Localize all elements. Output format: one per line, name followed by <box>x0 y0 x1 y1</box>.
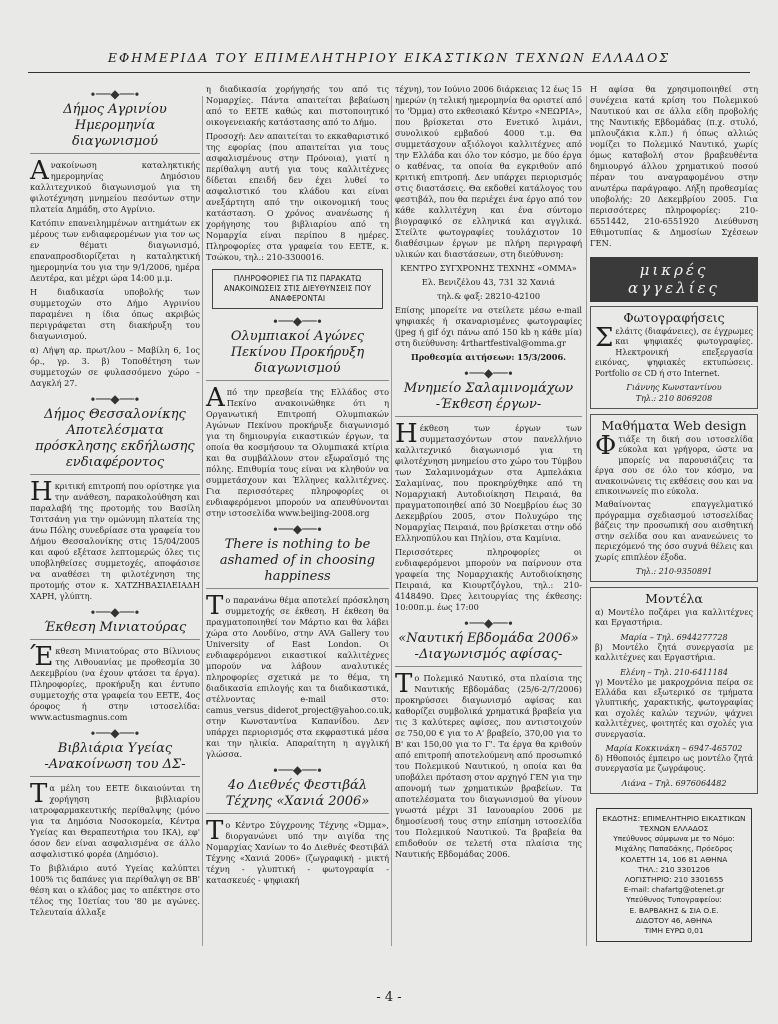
publisher-line: Μιχάλης Παπαδάκης, Πρόεδρος <box>615 844 733 854</box>
address-line: Ελ. Βενιζέλου 43, 731 32 Χανιά <box>421 277 556 287</box>
column-2 <box>206 84 392 889</box>
ornament-icon <box>30 393 200 405</box>
article-title: Ολυμπιακοί Αγώνες Πεκίνου Προκήρυξη διαγωνισμού <box>206 329 389 381</box>
ad-text: δ) Ηθοποιός έμπειρο ως μοντέλο ζητά συνεργασία με ζωγράφους. <box>595 753 753 774</box>
ornament-icon <box>206 523 389 535</box>
article-title: Δήμος Αγρινίου Ημερομηνία διαγωνισμού <box>30 102 200 154</box>
column-divider <box>202 96 203 946</box>
article-paragraph: Περισσότερες πληροφορίες οι ενδιαφερόμενοι μπορούν να παίρνουν στα γραφεία της Νομαρχιακής Αυτοδιοίκησης Πειραιά, κα Κιουρτζόγλου, τηλ.: 210-4148490. Ώρες λειτουργίας της έκθεσης: 10:00π.μ. έως 17:00 <box>395 547 582 612</box>
article-paragraph: Ανακοίνωση καταληκτικής ημερομηνίας Δημόσιου καλλιτεχνικού διαγωνισμού για τη φιλοτέχνηση μνημείου πεσόντων στην πλατεία Δημάδη, στο Αγρίνιο. <box>30 156 200 214</box>
ad-text: Μαθαίνοντας επαγγελματικό πρόγραμμα σχεδιασμού ιστοσελίδας βάζεις την προσωπική σου αισθητική στην σελίδα σου και ανανεώνεις το περιεχόμενό της όσο συχνά θέλεις και χωρίς επιπλέον έξοδα. <box>595 500 753 562</box>
article-title: «Ναυτική Εβδομάδα 2006» -Διαγωνισμός αφίσας- <box>395 631 582 667</box>
column-divider <box>586 96 587 946</box>
article-paragraph: τέχνη), τον Ιούνιο 2006 διάρκειας 12 έως 15 ημερών (η τελική ημερομηνία θα οριστεί από το 'Όμμα) στο εκθεσιακό Κέντρο «ΝΕΩΡΙΑ», που βρίσκεται στο Ενετικό λιμάνι, συνολικού εμβαδού 4000 τ.μ. Θα συμμετάσχουν αξιόλογοι καλλιτέχνες από την Ελλάδα και όλο τον κόσμο, με δύο έργα ο καθένας, τα οποία θα εγκριθούν από κριτική επιτροπή. Δεν υπάρχει περιορισμός στις διαστάσεις. Θα εκδοθεί κατάλογος του φεστιβάλ, που θα περιέχει ένα έργο από τον κάθε καλλιτέχνη και ένα σύντομο βιογραφικό σε ελληνικά και αγγλικά. Στείλτε φωτογραφίες τουλάχιστον 10 διαθέσιμων έργων με πλήρη περιγραφή υλικών και διαστάσεων, στη διεύθυνση: <box>395 84 582 259</box>
ad-text: β) Μοντέλο ζητά συνεργασία με καλλιτέχνες και Εργαστήρια. <box>595 642 753 663</box>
ad-phone: Τηλ.: 210-9350891 <box>635 566 713 576</box>
address-line: ΚΕΝΤΡΟ ΣΥΓΧΡΟΝΗΣ ΤΕΧΝΗΣ «ΟΜΜΑ» <box>400 263 577 273</box>
ad-signature: Μαρία – Τηλ. 6944277728 <box>620 632 728 642</box>
ad-signature: Μαρία Κοκκινάκη – 6947-465702 <box>605 743 743 753</box>
article-paragraph: Η διαδικασία υποβολής των συμμετοχών στο Δήμο Αγρινίου παραμένει η ίδια όπως ακριβώς περιγράφεται στη διακήρυξη του διαγωνισμού. <box>30 287 200 341</box>
ad-signature: Γιάννης Κωνσταντίνου <box>626 383 722 393</box>
article-paragraph: Κατόπιν επανειλημμένων αιτημάτων εκ μέρους των ενδιαφερομένων για τον ως εν θέματι διαγωνισμό, επαναπροσδιορίζεται η καταληκτική ημερομηνία του για την 9/1/2006, ημέρα Δευτέρα, και μέχρι ώρα 14:00 μ.μ. <box>30 218 200 283</box>
column-1 <box>30 84 200 921</box>
column-3 <box>395 84 582 863</box>
publisher-line: ΤΗΛ.: 210 3301206 <box>638 864 710 874</box>
article-title: There is nothing to be ashamed of in choosing happiness <box>206 537 389 589</box>
classified-ad <box>590 587 758 794</box>
ad-signature: Λιάνα – Τηλ. 6976064482 <box>621 778 727 788</box>
article-paragraph: Το Κέντρο Σύγχρονης Τέχνης «Όμμα», διοργανώνει υπό την αιγίδα της Νομαρχίας Χανίων το 4ο Διεθνές Φεστιβάλ Τέχνης «Χανιά 2006» (ζωγραφική - μικτή τέχνη - γλυπτική - φωτογραφία - κατασκευές - ψηφιακή <box>206 816 389 885</box>
masthead-rule <box>28 72 750 73</box>
article-paragraph: Προσοχή: Δεν απαιτείται το εκκαθαριστικό της εφορίας (που απαιτείται για τους ασφαλισμένους στην Πρόνοια), γιατί η περίθαλψη αυτή για τους καλλιτέχνες δίδεται επειδή δεν έχει λυθεί το ασφαλιστικό του κλάδου και είναι ανεξάρτητη από την οικονομική τους κατάσταση. Ο χρόνος ανανέωσης ή χορήγησης του βιβλιαρίου από τη Νομαρχία είναι περίπου 8 ημέρες. Πληροφορίες στα γραφεία του ΕΕΤΕ, κ. Τσώκου, τηλ.: 210-3300016. <box>206 131 389 262</box>
article-title: Μνημείο Σαλαμινομάχων -Έκθεση έργων- <box>395 381 582 417</box>
publisher-line: ΕΚΔΟΤΗΣ: ΕΠΙΜΕΛΗΤΗΡΙΟ ΕΙΚΑΣΤΙΚΩΝ ΤΕΧΝΩΝ ΕΛΛΑΔΟΣ <box>602 813 746 833</box>
ornament-icon <box>395 617 582 629</box>
article-paragraph: Το Πολεμικό Ναυτικό, στα πλαίσια της Ναυτικής Εβδομάδας (25/6-2/7/2006) προκηρύσσει διαγωνισμό αφίσας και καθορίζει συμβολικά χρηματικά βραβεία για τις 3 καλύτερες αφίσες, που αντιστοιχούν σε 750,00 € για το Α' βραβείο, 370,00 για το Β' και 150,00 για το Γ'. Τα έργα θα κριθούν από επιτροπή αποτελούμενη από προσωπικό του Πολεμικού Ναυτικού, η οποία και θα υποβάλει πρόταση στον αρχηγό ΓΕΝ για την απονομή των χρηματικών βραβείων. Τα αποτελέσματα του διαγωνισμού θα γίνουν γνωστά μέχρι 31 Ιανουαρίου 2006 με δημοσίευσή τους στην επίσημη ιστοσελίδα του Πολεμικού Ναυτικού. Τα βραβεία θα επιδοθούν σε τελετή στα πλαίσια της Ναυτικής Εβδομάδας 2006. <box>395 669 582 859</box>
classifieds-banner: μικρές αγγελίες <box>590 257 758 302</box>
article-paragraph: Από την πρεσβεία της Ελλάδος στο Πεκίνο ανακοινώθηκε ότι η Οργανωτική Επιτροπή Ολυμπιακών Αγώνων Πεκίνου προκήρυξε διαγωνισμό για τη δημιουργία εικαστικών έργων, τα οποία θα κοσμήσουν τα Ολυμπιακά κτίρια και θα συμβάλλουν στον εξωραϊσμό της πόλης. Επιθυμία τους είναι να κληθούν να συμμετάσχουν και Έλληνες καλλιτέχνες. Για περισσότερες πληροφορίες οι ενδιαφερόμενοι μπορούν να απευθύνονται στην ιστοσελίδα www.beijing-2008.org <box>206 383 389 518</box>
article-paragraph: Το βιβλιάριο αυτό Υγείας καλύπτει 100% τις δαπάνες για περίθαλψη σε ΒΒ' θέση και ο κλάδος μας το απέκτησε στο τέλος της 10ετίας του '80 με αγώνες. Τελευταία άλλαξε <box>30 863 200 917</box>
ad-phone: Τηλ.: 210 8069208 <box>635 394 713 404</box>
notice-box: ΠΛΗΡΟΦΟΡΙΕΣ ΓΙΑ ΤΙΣ ΠΑΡΑΚΑΤΩ ΑΝΑΚΟΙΝΩΣΕΙΣ ΣΤΙΣ ΔΙΕΥΘΥΝΣΕΙΣ ΠΟΥ ΑΝΑΦΕΡΟΝΤΑΙ <box>212 269 383 309</box>
article-paragraph: Έκθεση Μινιατούρας στο Βίλνιους της Λιθουανίας με προθεσμία 30 Δεκεμβρίου (να έχουν φτάσει τα έργα). Πληροφορίες, προκήρυξη και έντυπο συμμετοχής στα γραφεία του ΕΕΤΕ, 4ος όροφος ή στην ιστοσελίδα: www.actusmagnus.com <box>30 642 200 722</box>
ornament-icon <box>30 88 200 100</box>
article-paragraph: η διαδικασία χορήγησής του από τις Νομαρχίες. Πάντα απαιτείται βεβαίωση από το ΕΕΤΕ καθώς και πιστοποιητικό οικογενειακής κατάστασης από το Δήμο. <box>206 84 389 127</box>
article-paragraph: α) Λήψη αρ. πρωτ/λου – Μαβίλη 6, 1ος όρ., γρ. 3. β) Τοποθέτηση των συμμετοχών σε φυλασσόμενο χώρο – Δαγκλή 27. <box>30 345 200 388</box>
article-title: Δήμος Θεσσαλονίκης Αποτελέσματα πρόσκλησης εκδήλωσης ενδιαφέροντος <box>30 407 200 475</box>
publisher-line: ΚΟΛΕΤΤΗ 14, 106 81 ΑΘΗΝΑ <box>620 854 728 864</box>
ad-title: Φωτογραφήσεις <box>623 310 725 325</box>
publisher-line: ΤΙΜΗ ΕΥΡΩ 0,01 <box>644 926 704 936</box>
ad-text: γ) Μοντέλο με μακροχρόνια πείρα σε Ελλάδα και εξωτερικό σε τμήματα γλυπτικής, χαρακτικής, φωτογραφίας και σχολές καλών τεχνών, ψάχνει καλλιτέχνες, φοιτητές και σχολές για συνεργασία. <box>595 677 753 739</box>
article-paragraph: Επίσης μπορείτε να στείλετε μέσω e-mail ψηφιακές ή σκαναρισμένες φωτογραφίες (jpeg ή gif όχι πάνω από 150 kb η κάθε μία) στη διεύθυνση: 4rthartfestival@omma.gr <box>395 305 582 348</box>
ornament-icon <box>395 367 582 379</box>
ornament-icon <box>30 727 200 739</box>
publisher-line: Ε. ΒΑΡΒΑΚΗΣ & ΣΙΑ Ο.Ε. <box>629 905 719 915</box>
publisher-line: ΛΟΓΙΣΤΗΡΙΟ: 210 3301655 <box>624 875 724 884</box>
ad-text: Σελάιτς (διαφάνειες), σε έγχρωμες και ψηφιακές φωτογραφίες. Ηλεκτρονική επεξεργασία εικόνας, ψηφιακές εκτυπώσεις. Portfolio σε CD ή στο Internet. <box>595 323 753 378</box>
classified-ad <box>590 306 758 409</box>
ad-title: Μοντέλα <box>645 590 703 606</box>
address-line: τηλ.& φαξ: 28210-42100 <box>436 291 541 301</box>
article-paragraph: Τα μέλη του ΕΕΤΕ δικαιούνται τη χορήγηση βιβλιαρίου ιατροφαρμακευτικής περίθαλψης (μόνο για τα Δημόσια Νοσοκομεία, Κέντρα Υγείας και Θεραπευτήρια του ΙΚΑ), εφ' όσον δεν είναι ασφαλισμένα σε άλλο ασφαλιστικό φορέα (Δημόσιο). <box>30 779 200 859</box>
page-number: - 4 - <box>376 990 402 1005</box>
publisher-line: ΔΙΔΟΤΟΥ 46, ΑΘΗΝΑ <box>635 915 713 925</box>
publisher-line: Υπεύθυνος σύμφωνα με το Νόμο: <box>613 834 735 844</box>
ad-title: Μαθήματα Web design <box>601 418 747 434</box>
article-title: 4ο Διεθνές Φεστιβάλ Τέχνης «Χανιά 2006» <box>206 778 389 814</box>
ornament-icon <box>30 606 200 618</box>
ad-signature: Ελένη – Τηλ. 210-6411184 <box>620 667 728 677</box>
masthead: ΕΦΗΜΕΡΙΔΑ ΤΟΥ ΕΠΙΜΕΛΗΤΗΡΙΟΥ ΕΙΚΑΣΤΙΚΩΝ ΤΕΧΝΩΝ ΕΛΛΑΔΟΣ <box>107 50 671 65</box>
article-paragraph: Ηέκθεση των έργων των συμμετασχόντων στον πανελλήνιο καλλιτεχνικό διαγωνισμό για τη φιλοτέχνηση μνημείου στο χώρο του Τύμβου των Σαλαμινομάχων στα Αμπελάκια Σαλαμίνας, που προκηρύχθηκε από τη Νομαρχιακή Αυτοδιοίκηση Πειραιά, θα πραγματοποιηθεί από 30 Νοεμβρίου έως 30 Δεκεμβρίου 2005, στον Πολυχώρο της Νομαρχίας Πειραιά, που βρίσκεται στην οδό Ελληνοπύλου και Πηλίου, στα Καμίνια. <box>395 419 582 543</box>
ornament-icon <box>206 315 389 327</box>
deadline: Προθεσμία αιτήσεων: 15/3/2006. <box>410 352 566 362</box>
article-title: Έκθεση Μινιατούρας <box>30 620 200 640</box>
article-paragraph: Η αφίσα θα χρησιμοποιηθεί στη συνέχεια κατά κρίση του Πολεμικού Ναυτικού και σε άλλα είδη προβολής της Ναυτικής Εβδομάδας (π.χ. στυλό, μπλουζάκια κ.λπ.) ή όπως αλλιώς νομίζει το Πολεμικό Ναυτικό, χωρίς όμως καταβολή στον βραβευθέντα δημιουργό άλλου χρηματικού ποσού πέραν του αναγραφομένου στην ανωτέρω παράγραφο. Λήξη προθεσμίας υποβολής: 20 Δεκεμβρίου 2005. Για περισσότερες πληροφορίες: 210-6551442, 210-6551920 Διεύθυνση Εθιμοτυπίας & Δημοσίων Σχέσεων ΓΕΝ. <box>590 84 758 248</box>
publisher-line: Υπεύθυνος Τυπογραφείου: <box>626 895 722 905</box>
ad-text: α) Μοντέλο ποζάρει για καλλιτέχνες και Εργαστήρια. <box>595 607 753 628</box>
article-paragraph: Το παρανάνω θέμα αποτελεί πρόσκληση συμμετοχής σε έκθεση. Η έκθεση θα πραγματοποιηθεί τον Μάρτιο και θα λάβει χώρα στο Λονδίνο, στην AVA Gallery του University of East London. Οι ενδιαφερόμενοι εικαστικοί καλλιτέχνες μπορούν να λάβουν αναλυτικές πληροφορίες σχετικά με το θέμα, τη διαδικασία επιλογής και τα διαδικαστικά, στέλνοντας e-mail στο: camus_versus_diderot_project@yahoo.co.uk, στην Κωνσταντίνα Καπανίδου. Δεν υπάρχει περιορισμός στα εκφραστικά μέσα και την ηλικία. Απαραίτητη η αγγλική γλώσσα. <box>206 591 392 759</box>
column-4 <box>590 84 758 942</box>
ad-text: Φτιάξε τη δική σου ιστοσελίδα εύκολα και γρήγορα, ώστε να μπορείς να παρουσιάζεις τα έργα σου σε όλο τον κόσμο, να ανακοινώνεις τις εκθέσεις σου και να επικοινωνείς πιο εύκολα. <box>595 431 753 497</box>
article-paragraph: Ηκριτική επιτροπή που ορίστηκε για την ανάθεση, παρακολούθηση και παραλαβή της προτομής του Βασίλη Τσιτσάνη για την ομώνυμη πλατεία της άνω Πόλης συνεδρίασε στα γραφεία του Δήμου Θεσσαλονίκης στις 15/04/2005 και αφού εξέτασε λεπτομερώς όλες τις υποβληθείσες συμμετοχές, αποφάσισε να αναθέσει τη φιλοτέχνηση της προτομής στον κ. ΧΑΤΖΗΒΑΣΙΛΕΙΑΔΗ ΧΑΡΗ, γλύπτη. <box>30 477 200 601</box>
classified-ad <box>590 414 758 582</box>
ornament-icon <box>206 764 389 776</box>
article-title: Βιβλιάρια Υγείας -Ανακοίνωση του ΔΣ- <box>30 741 200 777</box>
publisher-line: E-mail: chafartg@otenet.gr <box>623 885 725 895</box>
publisher-box <box>596 808 752 942</box>
column-divider <box>391 96 392 946</box>
